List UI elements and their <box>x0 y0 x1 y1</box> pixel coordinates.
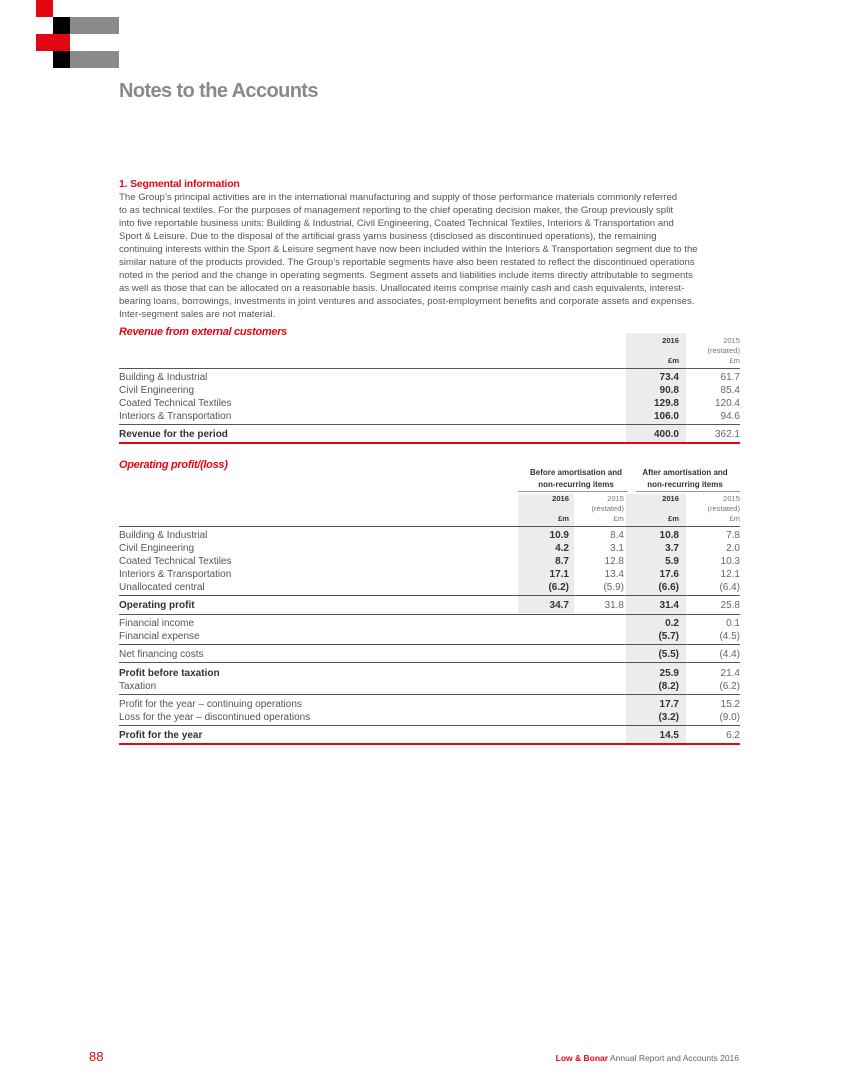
after-2015: 15.2 <box>720 699 740 710</box>
intro-line: continuing interests within the Sport & Leisure segment have now been included within the Interiors & Transportation segment due to the <box>119 244 698 255</box>
row-label: Loss for the year – discontinued operations <box>119 712 311 723</box>
intro-line: bearing loans, borrowings, investments in joint ventures and associates, post-employment benefits and corporate assets and expenses. <box>119 296 695 307</box>
before-2016: 17.1 <box>549 569 569 580</box>
after-2015: (4.5) <box>719 631 740 642</box>
table-row <box>119 371 740 384</box>
group-header-line: non-recurring items <box>647 480 723 489</box>
intro-line: into five reportable business units: Building & Industrial, Civil Engineering, Coated Technical Textiles, Interiors & Transportation and <box>119 218 674 229</box>
after-2015: (6.4) <box>719 582 740 593</box>
after-2016: 31.4 <box>659 600 679 611</box>
revenue-heading: Revenue from external customers <box>119 326 287 338</box>
row-label: Coated Technical Textiles <box>119 398 232 409</box>
intro-line: The Group’s principal activities are in the international manufacturing and supply of those performance materials commonly referred <box>119 192 678 203</box>
row-label: Net financing costs <box>119 649 204 660</box>
divider <box>119 424 740 425</box>
total-row <box>119 428 740 441</box>
divider <box>119 368 740 369</box>
row-label: Profit before taxation <box>119 668 220 679</box>
value-2016: 129.8 <box>653 398 679 409</box>
row-label: Unallocated central <box>119 582 205 593</box>
divider <box>119 644 740 645</box>
table-row <box>119 410 740 423</box>
before-2016: 4.2 <box>555 543 569 554</box>
table-row <box>119 555 740 568</box>
table-row <box>119 698 740 711</box>
after-2015: 6.2 <box>726 730 740 741</box>
before-2015: 31.8 <box>604 600 624 611</box>
logo <box>36 0 120 68</box>
value-2015: 362.1 <box>714 429 740 440</box>
divider <box>119 662 740 663</box>
after-2016: (8.2) <box>658 681 679 692</box>
row-label: Profit for the year <box>119 730 203 741</box>
after-2015: 12.1 <box>720 569 740 580</box>
table-row <box>119 680 740 693</box>
intro-line: as well as those that can be allocated on a reasonable basis. Unallocated items comprise mainly cash and cash equivalents, interest- <box>119 283 685 294</box>
before-unit-2015: £m <box>613 514 624 523</box>
footer <box>556 1053 739 1063</box>
after-2015: 0.1 <box>726 618 740 629</box>
after-2016: 25.9 <box>659 668 679 679</box>
row-label: Building & Industrial <box>119 530 208 541</box>
before-2015: 3.1 <box>610 543 624 554</box>
table-row <box>119 568 740 581</box>
row-label: Financial income <box>119 618 195 629</box>
group-after-header <box>626 467 744 491</box>
row-label: Operating profit <box>119 600 195 611</box>
row-label: Interiors & Transportation <box>119 569 232 580</box>
group-after-rule <box>636 491 740 492</box>
total-row <box>119 729 740 742</box>
row-label: Financial expense <box>119 631 200 642</box>
after-2016: (5.7) <box>658 631 679 642</box>
total-underline <box>119 743 740 745</box>
after-2015: (4.4) <box>719 649 740 660</box>
table-row <box>119 529 740 542</box>
revenue-col-restated: (restated) <box>707 346 740 355</box>
after-2015: (9.0) <box>719 712 740 723</box>
after-2016: (5.5) <box>658 649 679 660</box>
after-2015: (6.2) <box>719 681 740 692</box>
after-2016: 14.5 <box>659 730 679 741</box>
group-header-line: After amortisation and <box>642 468 728 477</box>
after-unit-2016: £m <box>668 514 679 523</box>
group-header-line: non-recurring items <box>538 480 614 489</box>
after-2015: 7.8 <box>726 530 740 541</box>
after-2016: (3.2) <box>658 712 679 723</box>
before-col-2015: 2015 <box>607 494 624 503</box>
row-label: Civil Engineering <box>119 385 195 396</box>
after-unit-2015: £m <box>729 514 740 523</box>
before-2015: 8.4 <box>610 530 624 541</box>
row-label: Taxation <box>119 681 157 692</box>
row-label: Coated Technical Textiles <box>119 556 232 567</box>
group-header-line: Before amortisation and <box>529 468 622 477</box>
page-title: Notes to the Accounts <box>119 80 318 102</box>
intro-line: Sport & Leisure. Due to the disposal of the artificial grass yarns business (disclosed as discontinued operations), the remaining <box>119 231 657 242</box>
before-col-restated: (restated) <box>591 504 624 513</box>
after-2016: 17.6 <box>659 569 679 580</box>
after-2015: 25.8 <box>720 600 740 611</box>
after-col-restated: (restated) <box>707 504 740 513</box>
after-2016: 10.8 <box>659 530 679 541</box>
total-row <box>119 599 740 612</box>
value-2015: 85.4 <box>720 385 740 396</box>
divider <box>119 614 740 615</box>
intro-line: to as technical textiles. For the purposes of management reporting to the chief operating decision maker, the Group previously split <box>119 205 674 216</box>
after-2016: (6.6) <box>658 582 679 593</box>
intro-line: noted in the period and the change in operating segments. Segment assets and liabilities include items directly attributable to segments <box>119 270 693 281</box>
after-2015: 2.0 <box>726 543 740 554</box>
intro-line: similar nature of the products provided. The Group’s reportable segments have also been restated to reflect the discontinued operations <box>119 257 695 268</box>
revenue-col-2016: 2016 <box>662 336 679 345</box>
page-number: 88 <box>89 1049 104 1064</box>
revenue-col-2015: 2015 <box>723 336 740 345</box>
value-2016: 400.0 <box>653 429 679 440</box>
table-row <box>119 711 740 724</box>
row-label: Civil Engineering <box>119 543 195 554</box>
row-label: Building & Industrial <box>119 372 208 383</box>
divider <box>119 526 740 527</box>
after-2016: 5.9 <box>665 556 679 567</box>
operating-heading: Operating profit/(loss) <box>119 459 228 471</box>
total-row <box>119 667 740 680</box>
before-col-2016: 2016 <box>552 494 569 503</box>
value-2016: 73.4 <box>659 372 679 383</box>
group-before-header <box>516 467 636 491</box>
before-2016: 10.9 <box>549 530 569 541</box>
divider <box>119 725 740 726</box>
after-2015: 21.4 <box>720 668 740 679</box>
segmental-information-section <box>119 178 740 321</box>
row-label: Revenue for the period <box>119 429 228 440</box>
value-2015: 120.4 <box>714 398 740 409</box>
after-2016: 0.2 <box>665 618 679 629</box>
table-row <box>119 630 740 643</box>
table-row <box>119 384 740 397</box>
revenue-unit-2015: £m <box>729 356 740 365</box>
before-2016: 8.7 <box>555 556 569 567</box>
value-2015: 94.6 <box>720 411 740 422</box>
intro-line: Inter-segment sales are not material. <box>119 309 276 320</box>
after-col-2015: 2015 <box>723 494 740 503</box>
table-row <box>119 397 740 410</box>
value-2016: 106.0 <box>653 411 679 422</box>
after-2016: 3.7 <box>665 543 679 554</box>
before-2016: 34.7 <box>549 600 569 611</box>
footer-brand: Low & Bonar <box>555 1053 609 1063</box>
after-2016: 17.7 <box>659 699 679 710</box>
group-before-rule <box>518 491 628 492</box>
revenue-unit-2016: £m <box>668 356 679 365</box>
table-row <box>119 648 740 661</box>
total-underline <box>119 442 740 444</box>
value-2015: 61.7 <box>720 372 740 383</box>
after-2015: 10.3 <box>720 556 740 567</box>
row-label: Profit for the year – continuing operations <box>119 699 302 710</box>
row-label: Interiors & Transportation <box>119 411 232 422</box>
table-row <box>119 581 740 594</box>
before-2015: 12.8 <box>604 556 624 567</box>
before-2015: (5.9) <box>603 582 624 593</box>
footer-report-title: Annual Report and Accounts 2016 <box>609 1053 739 1063</box>
value-2016: 90.8 <box>659 385 679 396</box>
section-heading: 1. Segmental information <box>119 178 240 190</box>
before-2015: 13.4 <box>604 569 624 580</box>
before-2016: (6.2) <box>548 582 569 593</box>
intro-paragraph <box>119 191 740 321</box>
table-row <box>119 542 740 555</box>
table-row <box>119 617 740 630</box>
before-unit-2016: £m <box>558 514 569 523</box>
divider <box>119 595 740 596</box>
divider <box>119 694 740 695</box>
after-col-2016: 2016 <box>662 494 679 503</box>
